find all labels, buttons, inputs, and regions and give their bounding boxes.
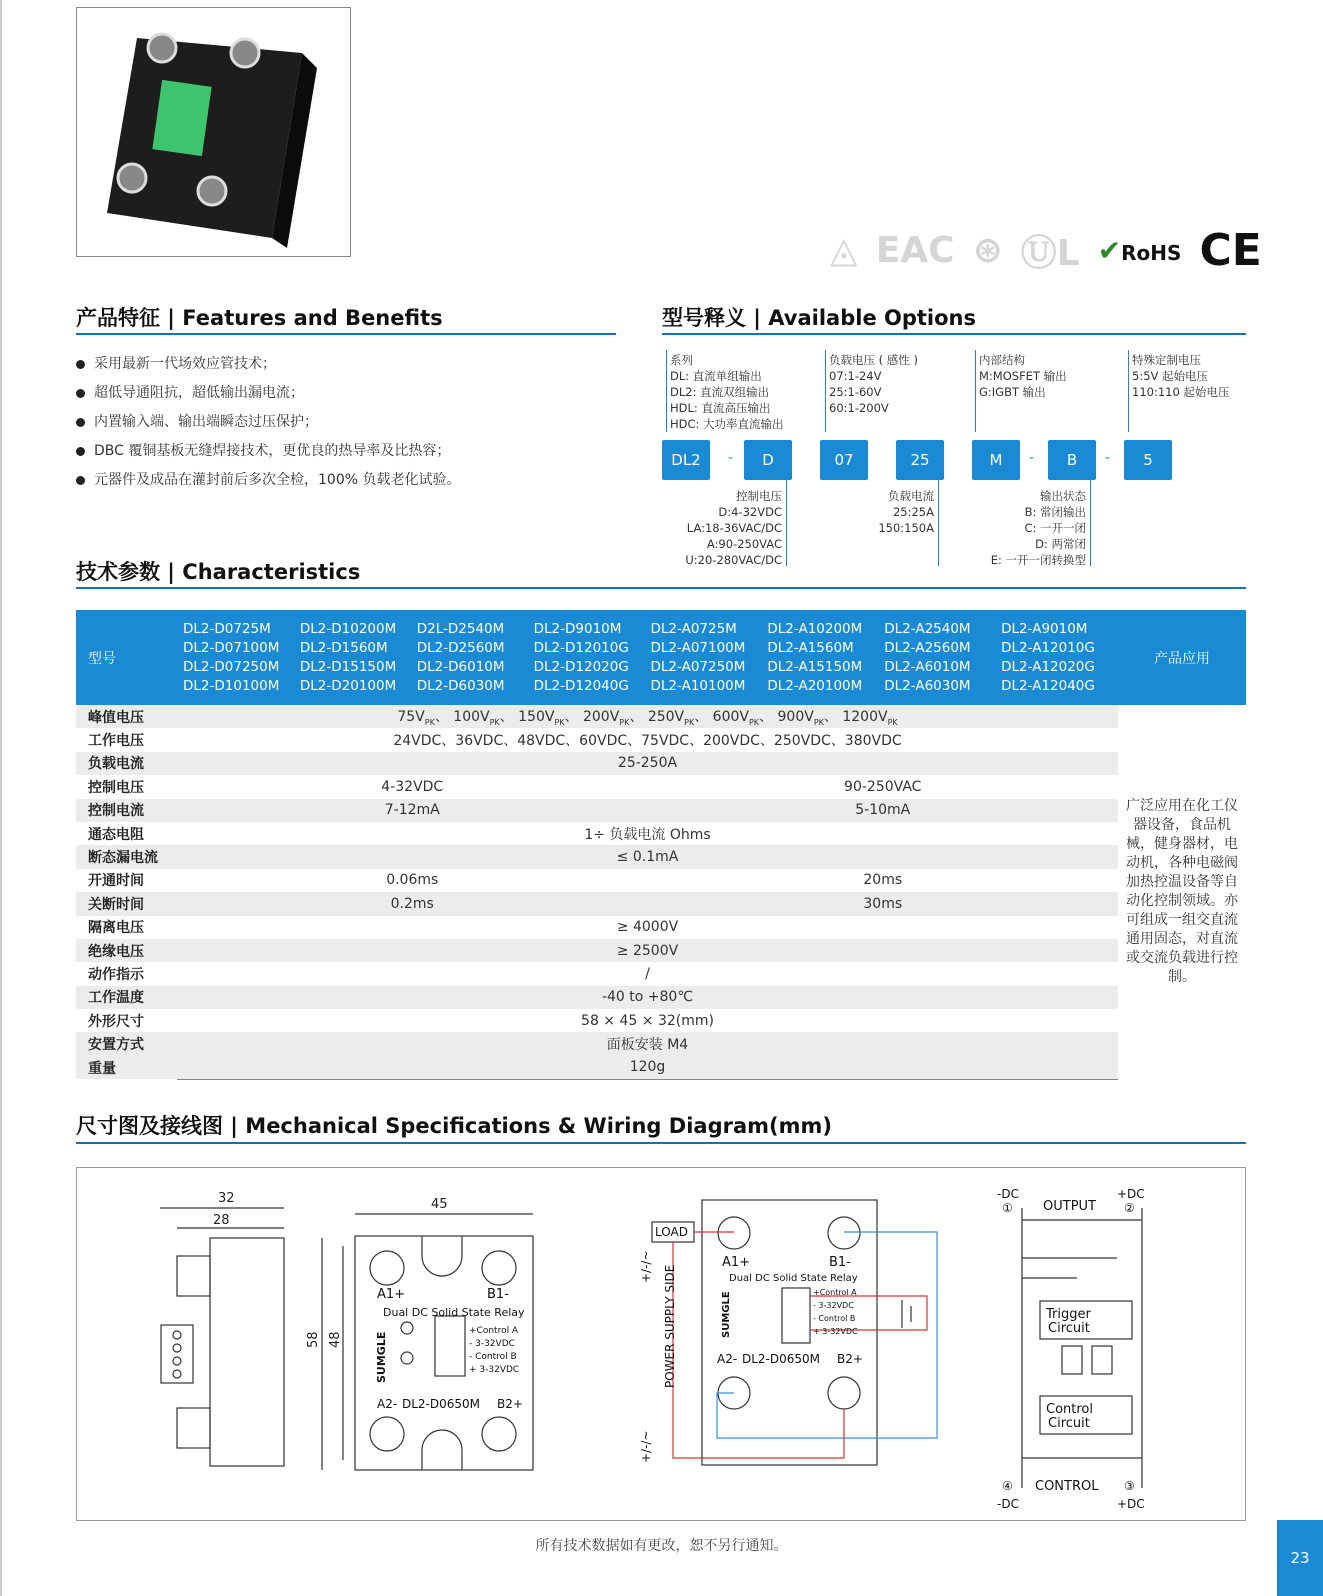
row-value: 120g — [177, 1056, 1118, 1079]
wiring-a2: A2- — [717, 1352, 738, 1366]
load-current-legend: 负载电流 25:25A 150:150A — [878, 489, 934, 535]
output-state-bar — [1090, 480, 1091, 566]
code-load-current: 25 — [896, 440, 944, 480]
row-label: 绝缘电压 — [76, 939, 177, 962]
row-value: ≥ 2500V — [177, 939, 1118, 962]
features-divider — [76, 333, 616, 335]
row-value: 7-12mA 5-10mA — [177, 799, 1118, 822]
page-edge — [0, 0, 2, 1596]
row-value: ≤ 0.1mA — [177, 845, 1118, 868]
pin-1: ① — [1002, 1201, 1013, 1215]
row-label: 负载电流 — [76, 752, 177, 775]
row-label: 重量 — [76, 1056, 177, 1079]
load-voltage-bar — [825, 350, 826, 432]
row-value: 4-32VDC 90-250VAC — [381, 778, 922, 795]
schematic-pos-dc-top: +DC — [1117, 1187, 1145, 1201]
row-label: 控制电流 — [76, 799, 177, 822]
control-b: - Control B — [469, 1352, 517, 1362]
code-control: D — [744, 440, 792, 480]
power-supply-side: POWER SUPPLY SIDE — [663, 1264, 677, 1388]
trigger-circuit-2: Circuit — [1048, 1321, 1090, 1336]
options-divider — [662, 333, 1246, 335]
polarity-top: +/-/~ — [639, 1250, 653, 1283]
page-number: 23 — [1277, 1520, 1323, 1596]
code-dash: - — [1029, 450, 1035, 466]
csa-logo: ⊛ — [972, 229, 1003, 271]
row-label: 控制电压 — [88, 779, 144, 796]
application-header: 产品应用 — [1118, 610, 1246, 705]
mechanical-drawing-box — [76, 1167, 1246, 1521]
pin-4: ④ — [1002, 1479, 1013, 1493]
row-label: 工作电压 — [88, 733, 144, 750]
row-label: 开通时间 — [88, 873, 144, 890]
load-voltage-legend: 负载电压 ( 感性 ) 07:1-24V 25:1-60V 60:1-200V — [829, 353, 918, 415]
wiring-voltage-1: - 3-32VDC — [813, 1301, 854, 1310]
row-label: 断态漏电流 — [76, 845, 177, 868]
terminal-a1: A1+ — [377, 1287, 406, 1302]
code-dash: - — [728, 450, 734, 466]
row-value: 58 × 45 × 32(mm) — [581, 1012, 714, 1029]
feature-item: 元器件及成品在灌封前后多次全检，100% 负载老化试验。 — [76, 466, 460, 495]
row-label: 隔离电压 — [88, 920, 144, 937]
dim-48: 48 — [328, 1331, 343, 1348]
rohs-logo: ✔RoHS — [1097, 233, 1182, 267]
feature-item: 采用最新一代场效应管技术； — [76, 350, 460, 379]
dim-45: 45 — [431, 1197, 448, 1212]
terminal-b1: B1- — [487, 1287, 509, 1302]
mechanical-title: 尺寸图及接线图 | Mechanical Specifications & Wiring Diagram(mm) — [76, 1114, 832, 1138]
control-a: +Control A — [469, 1326, 519, 1336]
voltage-2: + 3-32VDC — [469, 1365, 520, 1375]
row-label: 通态电阻 — [88, 826, 144, 843]
code-internal: M — [972, 440, 1020, 480]
wiring-control-a: +Control A — [813, 1288, 857, 1297]
code-special: 5 — [1124, 440, 1172, 480]
series-bar — [666, 350, 667, 432]
peak-voltage-value: $75V_{PK}$、 $100V_{PK}$、 $150V_{PK}$、 $200V_{PK}$、 $250V_{PK}$、 $600V_{PK}$、 $900V_{PK}$、 $1200V_{PK}$ — [177, 705, 1118, 728]
trigger-circuit-1: Trigger — [1046, 1307, 1091, 1322]
certification-logos — [830, 220, 1262, 280]
load-label: LOAD — [655, 1225, 688, 1239]
feature-item: 超低导通阻抗，超低输出漏电流； — [76, 379, 460, 408]
series-legend: 系列 DL: 直流单组输出 DL2: 直流双组输出 HDL: 直流高压输出 HDC: 大功率直流输出 — [670, 353, 784, 431]
wiring-voltage-2: + 3-32VDC — [813, 1327, 858, 1336]
mechanical-divider — [76, 1142, 1246, 1144]
pin-2: ② — [1124, 1201, 1135, 1215]
row-value: 1÷ 负载电流 Ohms — [584, 826, 711, 843]
voltage-1: - 3-32VDC — [469, 1339, 515, 1349]
characteristics-table — [76, 610, 1246, 1080]
control-label: CONTROL — [1035, 1479, 1099, 1494]
control-voltage-bar — [786, 480, 787, 566]
options-title: 型号释义 | Available Options — [662, 306, 977, 330]
model-list: DL2-D0725M DL2-D07100M DL2-D07250M DL2-D10100M DL2-D10200M DL2-D1560M DL2-D15150M DL2-D20100M D2L-D2540M DL2-D2560M DL2-D6010M DL2-D6030M DL2-D9010M DL2-D12010G DL2-D12020G DL2-D12040G DL2-A0725M DL2-A07100M DL2-A07250M DL2-A10100M DL2-A10200M DL2-A1560M DL2-A15150M DL2-A20100M DL2-A2540M DL2-A2560M DL2-A6010M DL2-A6030M DL2-A9010M DL2-A12010G DL2-A12020G DL2-A12040G — [177, 610, 1118, 705]
features-list — [76, 350, 460, 495]
internal-schematic — [1022, 1208, 1142, 1488]
row-label: 工作温度 — [76, 986, 177, 1009]
code-dash: - — [1105, 450, 1111, 466]
relay-name: Dual DC Solid State Relay — [383, 1306, 525, 1319]
row-value: -40 to +80℃ — [177, 986, 1118, 1009]
feature-item: 内置输入端、输出端瞬态过压保护； — [76, 408, 460, 437]
row-value: / — [645, 965, 650, 982]
ccc-logo: ◬ — [830, 229, 858, 271]
terminal-a2: A2- — [377, 1397, 398, 1411]
characteristics-divider — [76, 587, 1246, 589]
ce-logo: CE — [1199, 224, 1262, 276]
internal-bar — [975, 350, 976, 432]
code-series: DL2 — [662, 440, 710, 480]
internal-legend: 内部结构 M:MOSFET 输出 G:IGBT 输出 — [979, 353, 1067, 399]
side-view-drawing — [160, 1208, 284, 1466]
pin-3: ③ — [1124, 1479, 1135, 1493]
feature-item: DBC 覆铜基板无缝焊接技术，更优良的热导率及比热容； — [76, 437, 460, 466]
eac-logo: EAC — [875, 229, 955, 271]
wiring-model: DL2-D0650M — [742, 1352, 821, 1366]
code-load-voltage: 07 — [820, 440, 868, 480]
row-label: 外形尺寸 — [88, 1013, 144, 1030]
special-bar — [1128, 350, 1129, 432]
row-value: 面板安装 M4 — [177, 1032, 1118, 1055]
wiring-relay-name: Dual DC Solid State Relay — [729, 1273, 858, 1284]
model-header: 型号 — [76, 610, 177, 705]
dim-32: 32 — [218, 1191, 235, 1206]
load-current-bar — [938, 480, 939, 566]
model-code-row — [662, 440, 1262, 480]
row-label: 关断时间 — [76, 892, 177, 915]
schematic-neg-dc-bottom: -DC — [997, 1497, 1019, 1511]
row-label: 峰值电压 — [76, 705, 177, 728]
model-label: DL2-D0650M — [402, 1397, 481, 1411]
wiring-brand: SUMGLE — [721, 1291, 732, 1338]
output-state-legend: 输出状态 B: 常闭输出 C: 一开一闭 D: 两常闭 E: 一开一闭转换型 — [990, 489, 1086, 567]
application-text: 广泛应用在化工仪器设备，食品机械，健身器材，电动机，各种电磁阀加热控温设备等自动化控制领域。亦可组成一组交直流通用固态，对直流或交流负载进行控制。 — [1126, 798, 1238, 986]
ul-logo: ⓊL — [1020, 232, 1080, 274]
row-value: 0.2ms 30ms — [177, 892, 1118, 915]
row-value: 25-250A — [177, 752, 1118, 775]
row-value: 0.06ms 20ms — [386, 872, 903, 889]
terminal-b2: B2+ — [497, 1397, 523, 1411]
features-title: 产品特征 | Features and Benefits — [76, 306, 443, 330]
control-circuit-1: Control — [1046, 1402, 1093, 1417]
schematic-pos-dc-bottom: +DC — [1117, 1497, 1145, 1511]
dim-58: 58 — [306, 1331, 321, 1348]
wiring-b1: B1- — [829, 1255, 851, 1270]
control-circuit-2: Circuit — [1048, 1416, 1090, 1431]
wiring-control-b: - Control B — [813, 1314, 856, 1323]
wiring-a1: A1+ — [722, 1255, 751, 1270]
code-output-state: B — [1048, 440, 1096, 480]
dim-28: 28 — [213, 1213, 230, 1228]
wiring-diagram — [652, 1200, 937, 1465]
schematic-neg-dc-top: -DC — [997, 1187, 1019, 1201]
polarity-bottom: +/-/~ — [639, 1430, 653, 1463]
characteristics-title: 技术参数 | Characteristics — [76, 560, 361, 584]
row-value: 24VDC、36VDC、48VDC、60VDC、75VDC、200VDC、250VDC、380VDC — [393, 733, 902, 750]
row-label: 安置方式 — [76, 1032, 177, 1055]
brand-label: SUMGLE — [375, 1331, 388, 1383]
product-photo — [76, 7, 351, 257]
row-label: 动作指示 — [88, 966, 144, 983]
wiring-b2: B2+ — [837, 1352, 863, 1366]
special-legend: 特殊定制电压 5:5V 起始电压 110:110 起始电压 — [1132, 353, 1230, 399]
output-label: OUTPUT — [1043, 1199, 1096, 1214]
control-voltage-legend: 控制电压 D:4-32VDC LA:18-36VAC/DC A:90-250VAC U:20-280VAC/DC — [685, 489, 782, 567]
row-value: ≥ 4000V — [616, 919, 679, 936]
footer-note: 所有技术数据如有更改，恕不另行通知。 — [535, 1538, 788, 1554]
